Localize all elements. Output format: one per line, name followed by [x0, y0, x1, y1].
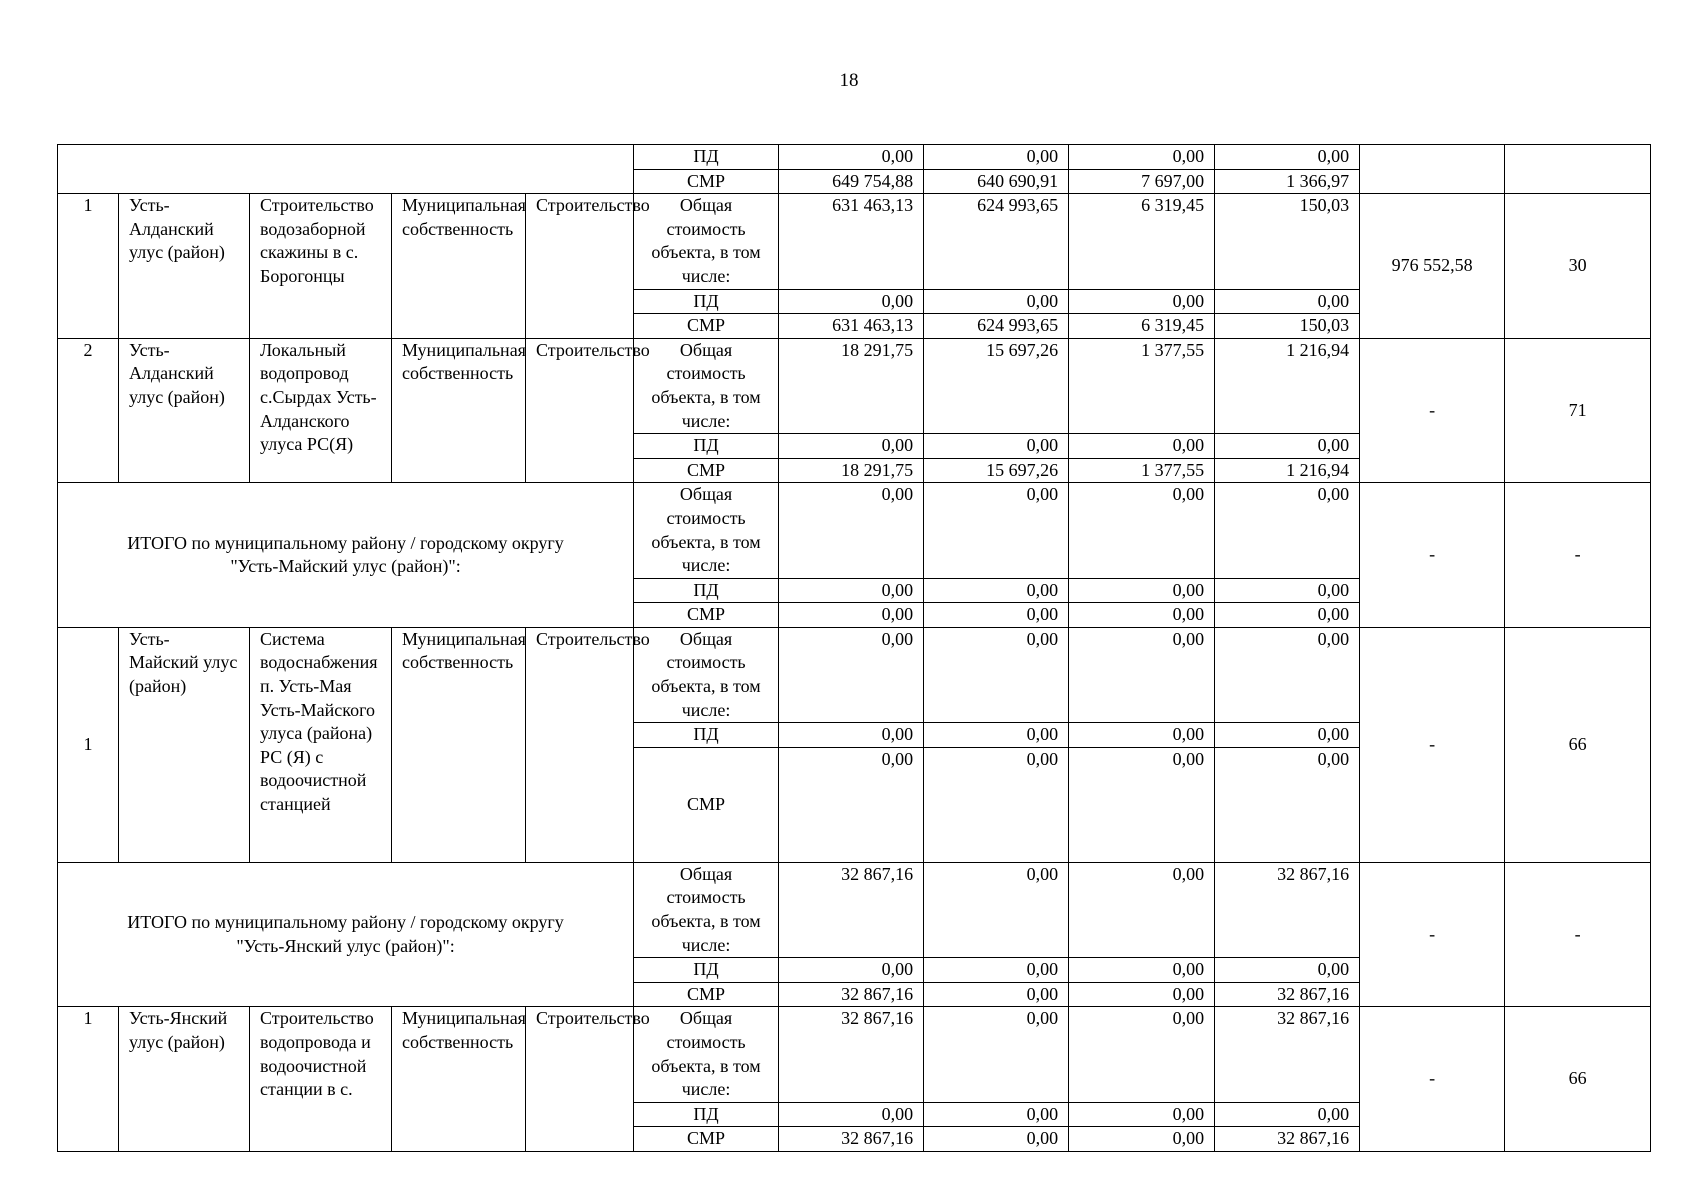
row-index: 1: [58, 627, 119, 862]
percent-cell: 66: [1505, 1007, 1651, 1152]
value-cell: 15 697,26: [924, 338, 1069, 433]
row-label-pd: ПД: [634, 1102, 779, 1127]
row-label-pd: ПД: [634, 958, 779, 983]
value-cell: 15 697,26: [924, 458, 1069, 483]
district-cell: Усть-Янский улус (район): [119, 1007, 250, 1152]
value-cell: 0,00: [1069, 434, 1215, 459]
percent-cell: [1505, 145, 1651, 194]
object-cell: Локальный водопровод с.Сырдах Усть-Алданского улуса РС(Я): [250, 338, 392, 483]
row-label-smr: СМР: [634, 747, 779, 862]
value-cell: 0,00: [1069, 627, 1215, 722]
row-label-pd: ПД: [634, 578, 779, 603]
value-cell: 0,00: [1069, 862, 1215, 957]
value-cell: 0,00: [1069, 1127, 1215, 1152]
row-label-total: Общая стоимость объекта, в том числе:: [634, 194, 779, 289]
value-cell: 631 463,13: [779, 314, 924, 339]
value-cell: 1 216,94: [1215, 338, 1360, 433]
value-cell: 32 867,16: [1215, 982, 1360, 1007]
value-cell: 0,00: [1215, 289, 1360, 314]
district-cell: Усть-Алданский улус (район): [119, 338, 250, 483]
value-cell: 0,00: [779, 603, 924, 628]
object-cell: Строительство водозаборной скажины в с. Борогонцы: [250, 194, 392, 339]
capacity-cell: -: [1360, 862, 1505, 1007]
percent-cell: -: [1505, 483, 1651, 628]
value-cell: 32 867,16: [1215, 862, 1360, 957]
value-cell: 1 216,94: [1215, 458, 1360, 483]
value-cell: 6 319,45: [1069, 314, 1215, 339]
value-cell: 0,00: [924, 603, 1069, 628]
table-row: [58, 862, 1651, 957]
value-cell: 0,00: [1069, 483, 1215, 578]
ownership-cell: Муниципальная собственность: [392, 338, 526, 483]
total-label-line1: ИТОГО по муниципальному району / городскому округу: [127, 912, 564, 933]
value-cell: 0,00: [779, 1102, 924, 1127]
value-cell: 0,00: [924, 1007, 1069, 1102]
row-label-pd: ПД: [634, 723, 779, 748]
table-row: [58, 483, 1651, 578]
value-cell: 1 377,55: [1069, 338, 1215, 433]
value-cell: 0,00: [924, 483, 1069, 578]
value-cell: 0,00: [1215, 747, 1360, 862]
row-index: 1: [58, 1007, 119, 1152]
district-cell: Усть-Алданский улус (район): [119, 194, 250, 339]
percent-cell: 66: [1505, 627, 1651, 862]
value-cell: 0,00: [1215, 145, 1360, 170]
value-cell: 0,00: [924, 578, 1069, 603]
value-cell: 0,00: [1069, 1007, 1215, 1102]
row-label-total: Общая стоимость объекта, в том числе:: [634, 483, 779, 578]
empty-cell: [58, 145, 634, 194]
value-cell: 0,00: [779, 578, 924, 603]
value-cell: 0,00: [779, 958, 924, 983]
value-cell: 150,03: [1215, 194, 1360, 289]
ownership-cell: Муниципальная собственность: [392, 1007, 526, 1152]
value-cell: 649 754,88: [779, 169, 924, 194]
value-cell: 0,00: [924, 723, 1069, 748]
value-cell: 0,00: [924, 289, 1069, 314]
table-row: [58, 627, 1651, 722]
value-cell: 32 867,16: [779, 862, 924, 957]
value-cell: 0,00: [1069, 747, 1215, 862]
value-cell: 624 993,65: [924, 194, 1069, 289]
value-cell: 0,00: [924, 958, 1069, 983]
value-cell: 0,00: [1069, 958, 1215, 983]
value-cell: 6 319,45: [1069, 194, 1215, 289]
value-cell: 0,00: [924, 145, 1069, 170]
value-cell: 0,00: [779, 145, 924, 170]
value-cell: 0,00: [924, 747, 1069, 862]
capacity-cell: 976 552,58: [1360, 194, 1505, 339]
row-label-total: Общая стоимость объекта, в том числе:: [634, 338, 779, 433]
capacity-cell: -: [1360, 338, 1505, 483]
type-cell: Строительство: [526, 627, 634, 862]
value-cell: 0,00: [779, 723, 924, 748]
value-cell: 0,00: [924, 1102, 1069, 1127]
value-cell: 150,03: [1215, 314, 1360, 339]
row-label-smr: СМР: [634, 603, 779, 628]
page-number: 18: [839, 70, 859, 91]
row-index: 2: [58, 338, 119, 483]
total-label-line2: "Усть-Майский улус (район)":: [230, 556, 461, 577]
type-cell: Строительство: [526, 194, 634, 339]
value-cell: 0,00: [779, 627, 924, 722]
table-row: [58, 145, 1651, 170]
row-label-smr: СМР: [634, 314, 779, 339]
value-cell: 0,00: [1069, 289, 1215, 314]
total-label-line2: "Усть-Янский улус (район)":: [236, 935, 455, 956]
total-label-cell: [58, 862, 634, 1007]
percent-cell: 30: [1505, 194, 1651, 339]
value-cell: 0,00: [924, 982, 1069, 1007]
row-label-pd: ПД: [634, 434, 779, 459]
value-cell: 0,00: [1069, 1102, 1215, 1127]
value-cell: 0,00: [1069, 723, 1215, 748]
value-cell: 1 366,97: [1215, 169, 1360, 194]
value-cell: 7 697,00: [1069, 169, 1215, 194]
value-cell: 0,00: [779, 434, 924, 459]
capacity-cell: [1360, 145, 1505, 194]
value-cell: 0,00: [924, 434, 1069, 459]
value-cell: 0,00: [924, 627, 1069, 722]
value-cell: 32 867,16: [779, 1007, 924, 1102]
value-cell: 18 291,75: [779, 458, 924, 483]
row-label-total: Общая стоимость объекта, в том числе:: [634, 862, 779, 957]
object-cell: Строительство водопровода и водоочистной станции в с.: [250, 1007, 392, 1152]
capacity-cell: -: [1360, 483, 1505, 628]
value-cell: 0,00: [1069, 578, 1215, 603]
value-cell: 0,00: [1215, 483, 1360, 578]
object-cell: Система водоснабжения п. Усть-Мая Усть-Майского улуса (района) РС (Я) с водоочистной станцией: [250, 627, 392, 862]
capacity-cell: -: [1360, 1007, 1505, 1152]
value-cell: 32 867,16: [779, 982, 924, 1007]
value-cell: 0,00: [1215, 578, 1360, 603]
investment-table: [57, 144, 1651, 1152]
type-cell: Строительство: [526, 338, 634, 483]
value-cell: 32 867,16: [1215, 1007, 1360, 1102]
row-label-smr: СМР: [634, 169, 779, 194]
ownership-cell: Муниципальная собственность: [392, 194, 526, 339]
district-cell: Усть-Майский улус (район): [119, 627, 250, 862]
table-row: [58, 1007, 1651, 1102]
row-label-smr: СМР: [634, 1127, 779, 1152]
value-cell: 0,00: [779, 289, 924, 314]
value-cell: 0,00: [1069, 982, 1215, 1007]
value-cell: 631 463,13: [779, 194, 924, 289]
total-label-cell: [58, 483, 634, 628]
row-index: 1: [58, 194, 119, 339]
value-cell: 640 690,91: [924, 169, 1069, 194]
value-cell: 0,00: [1069, 603, 1215, 628]
value-cell: 0,00: [1215, 958, 1360, 983]
percent-cell: 71: [1505, 338, 1651, 483]
capacity-cell: -: [1360, 627, 1505, 862]
value-cell: 32 867,16: [779, 1127, 924, 1152]
row-label-smr: СМР: [634, 458, 779, 483]
value-cell: 0,00: [1215, 627, 1360, 722]
total-label-line1: ИТОГО по муниципальному району / городскому округу: [127, 532, 564, 553]
value-cell: 0,00: [924, 1127, 1069, 1152]
value-cell: 624 993,65: [924, 314, 1069, 339]
percent-cell: -: [1505, 862, 1651, 1007]
row-label-smr: СМР: [634, 982, 779, 1007]
ownership-cell: Муниципальная собственность: [392, 627, 526, 862]
row-label-total: Общая стоимость объекта, в том числе:: [634, 1007, 779, 1102]
value-cell: 18 291,75: [779, 338, 924, 433]
table-row: [58, 194, 1651, 289]
type-cell: Строительство: [526, 1007, 634, 1152]
value-cell: 0,00: [779, 483, 924, 578]
value-cell: 0,00: [1215, 434, 1360, 459]
table-row: [58, 338, 1651, 433]
value-cell: 0,00: [1215, 1102, 1360, 1127]
value-cell: 1 377,55: [1069, 458, 1215, 483]
value-cell: 0,00: [1069, 145, 1215, 170]
value-cell: 0,00: [1215, 723, 1360, 748]
value-cell: 32 867,16: [1215, 1127, 1360, 1152]
row-label-pd: ПД: [634, 289, 779, 314]
value-cell: 0,00: [1215, 603, 1360, 628]
value-cell: 0,00: [779, 747, 924, 862]
row-label-pd: ПД: [634, 145, 779, 170]
row-label-total: Общая стоимость объекта, в том числе:: [634, 627, 779, 722]
value-cell: 0,00: [924, 862, 1069, 957]
